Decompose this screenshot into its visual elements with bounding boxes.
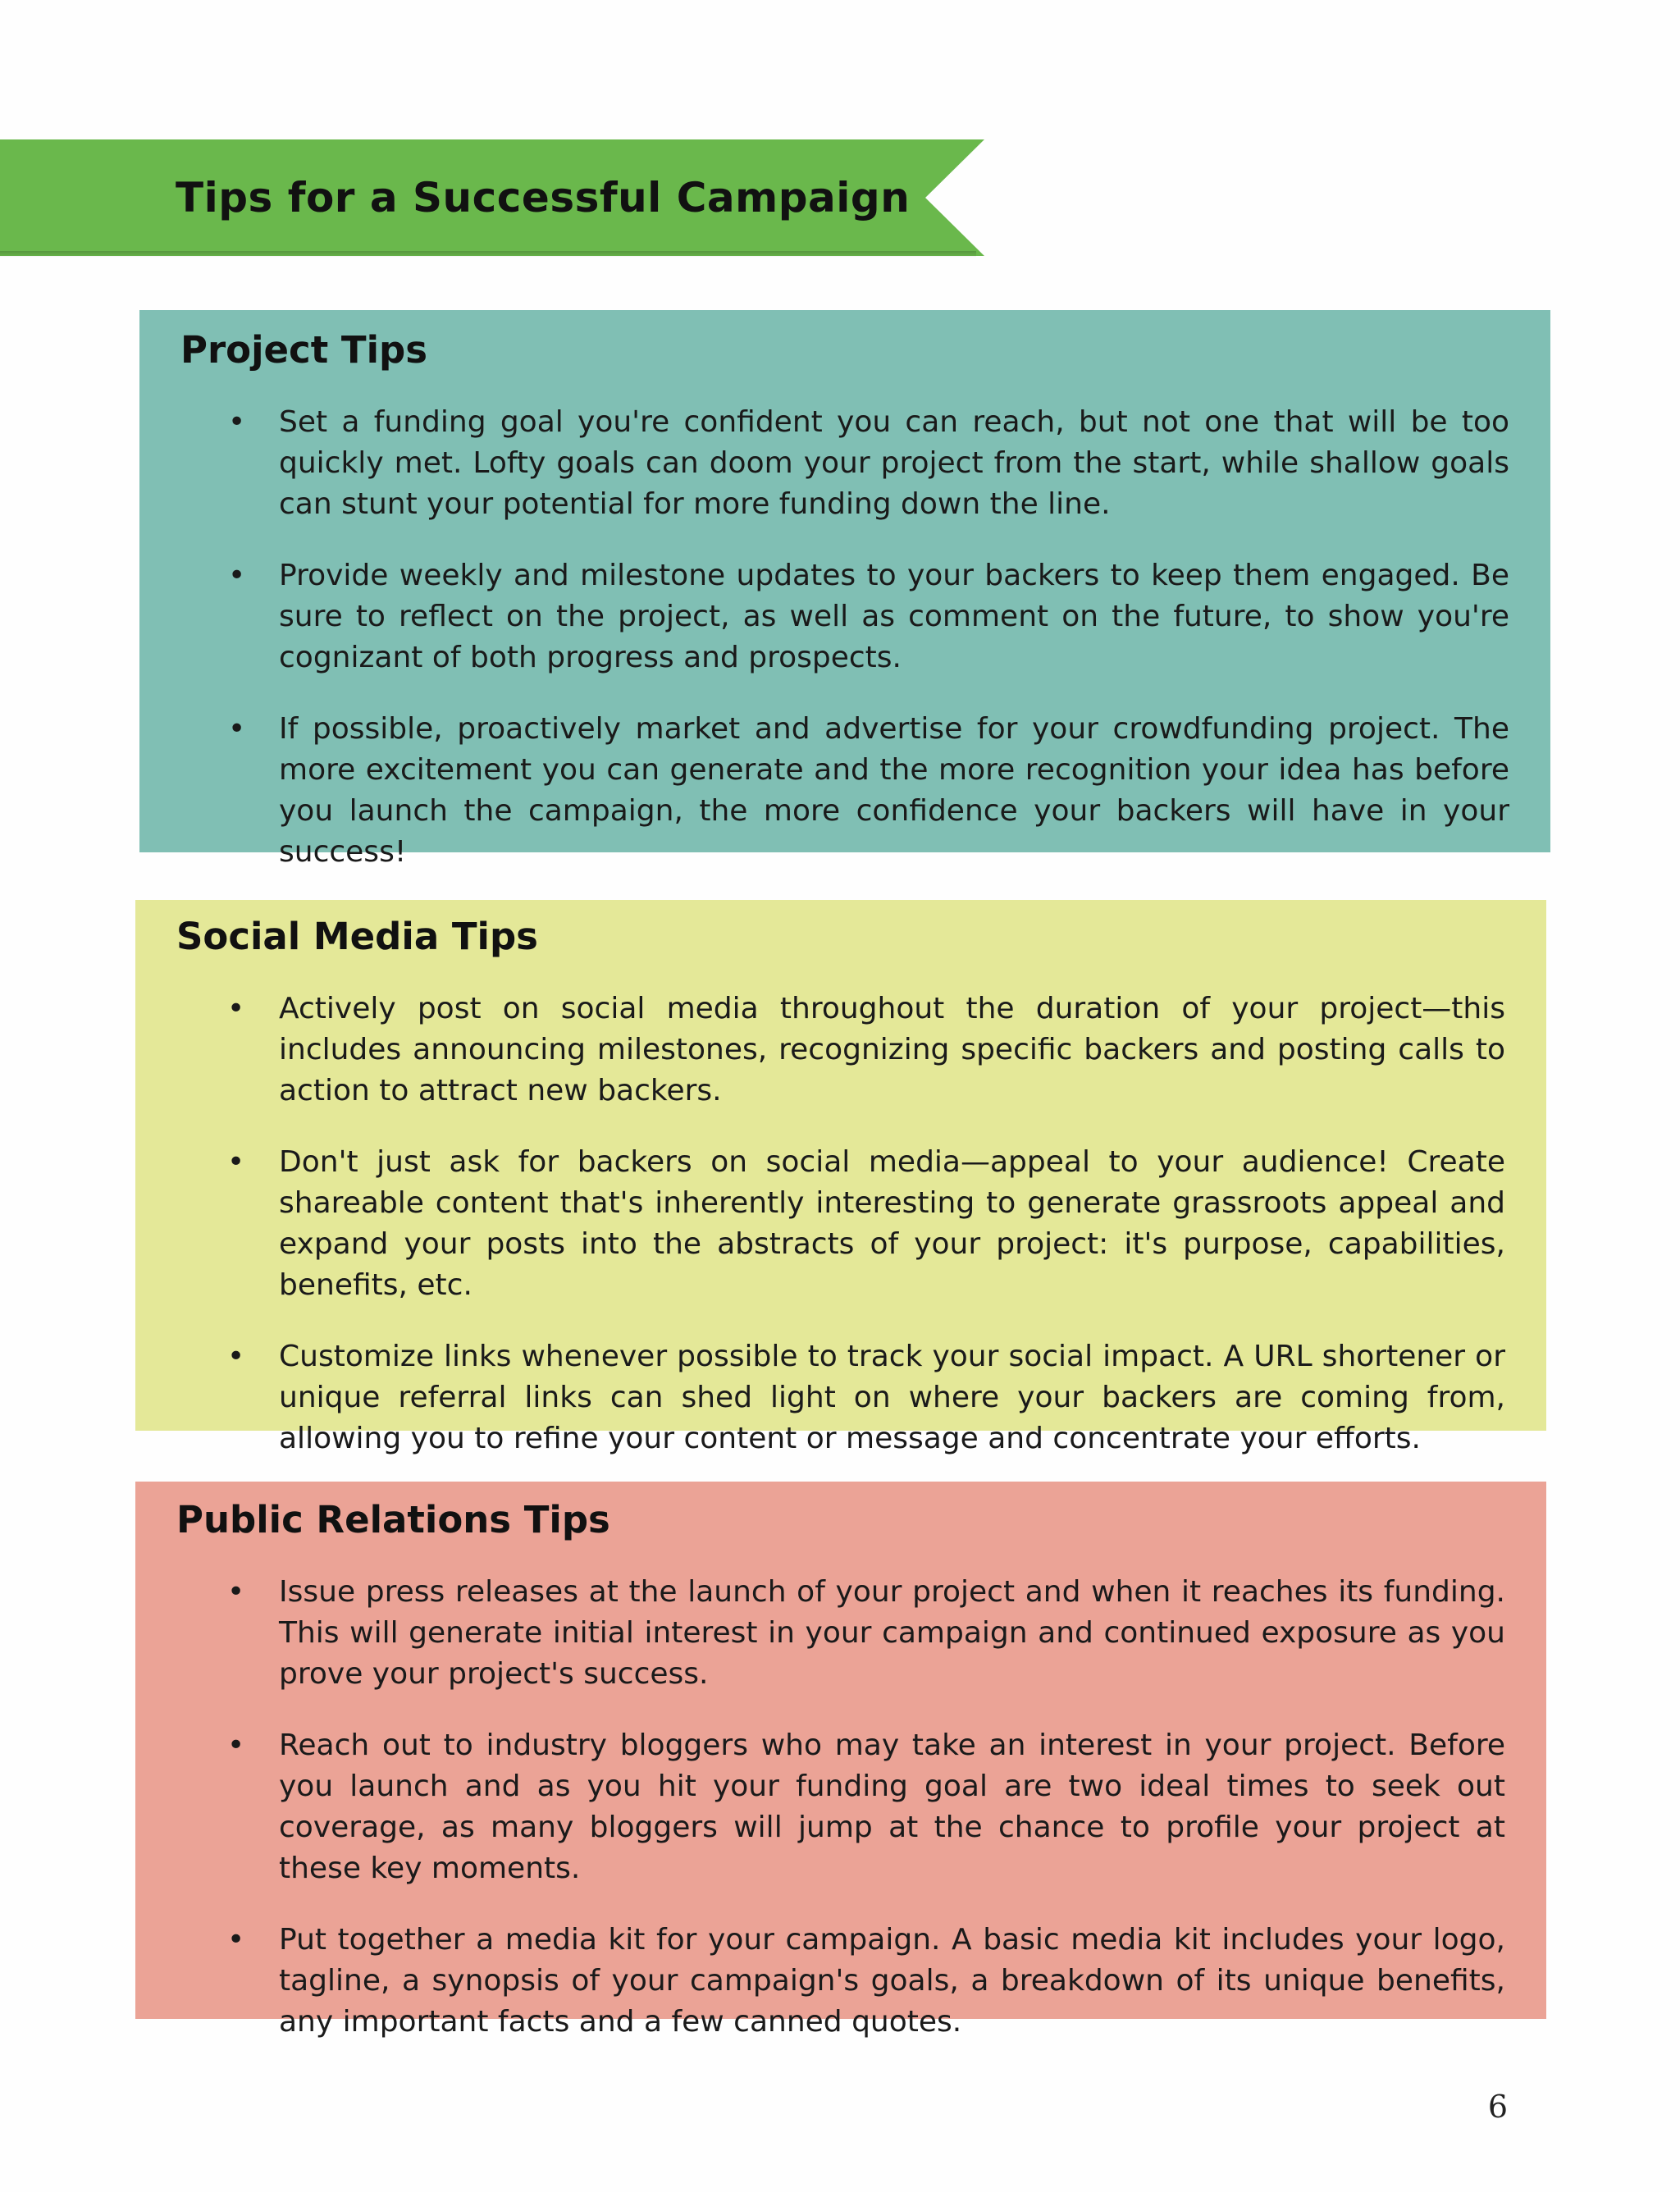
project-tips-list — [139, 402, 1550, 903]
tip-text: Provide weekly and milestone updates to your backers to keep them engaged. Be sure to reflect on the project, as well as comment on the future, to show you're cognizant of both progress and prospects. — [279, 559, 1509, 674]
list-item — [135, 989, 1546, 1112]
title-banner-shadow — [0, 251, 976, 258]
list-item — [135, 1336, 1546, 1459]
tip-text: Customize links whenever possible to track your social impact. A URL shortener or unique referral links can shed light on where your backers are coming from, allowing you to refine your content or message and concentrate your efforts. — [279, 1340, 1505, 1455]
public-relations-tips-box — [135, 1482, 1546, 2039]
list-item — [135, 1572, 1546, 1695]
bullet-icon: • — [228, 712, 246, 746]
list-item — [139, 402, 1550, 525]
list-item — [139, 555, 1550, 678]
project-tips-box — [139, 310, 1550, 869]
page-title: Tips for a Successful Campaign — [176, 174, 911, 221]
bullet-icon: • — [227, 1575, 245, 1609]
list-item — [139, 709, 1550, 873]
tip-text: If possible, proactively market and advertise for your crowdfunding project. The more excitement you can generate and the more recognition your idea has before you launch the campaign, the more confidence your backers will have in your success! — [279, 712, 1509, 869]
tip-text: Don't just ask for backers on social media—appeal to your audience! Create shareable content that's inherently interesting to generate grassroots appeal and expand your posts into the abstracts of your project: it's purpose, capabilities, benefits, etc. — [279, 1145, 1505, 1302]
public-relations-tips-list — [135, 1572, 1546, 2073]
bullet-icon: • — [227, 1340, 245, 1373]
bullet-icon: • — [228, 405, 246, 439]
public-relations-tips-heading: Public Relations Tips — [176, 1498, 610, 1541]
social-media-tips-box — [135, 900, 1546, 1455]
tip-text: Reach out to industry bloggers who may take an interest in your project. Before you launch and as you hit your funding goal are two ideal times to seek out coverage, as many bloggers will jump at the chance to profile your project at these key moments. — [279, 1728, 1505, 1885]
bullet-icon: • — [227, 992, 245, 1025]
social-media-tips-heading: Social Media Tips — [176, 915, 538, 958]
tip-text: Issue press releases at the launch of your project and when it reaches its funding. This will generate initial interest in your campaign and continued exposure as you prove your project's success. — [279, 1575, 1505, 1691]
page-number: 6 — [1487, 2089, 1508, 2125]
bullet-icon: • — [228, 559, 246, 592]
list-item — [135, 1725, 1546, 1889]
bullet-icon: • — [227, 1923, 245, 1957]
tip-text: Put together a media kit for your campaign. A basic media kit includes your logo, tagline, a synopsis of your campaign's goals, a breakdown of its unique benefits, any important facts and a few canned quotes. — [279, 1923, 1505, 2039]
list-item — [135, 1142, 1546, 1306]
social-media-tips-list — [135, 989, 1546, 1490]
list-item — [135, 1920, 1546, 2043]
tip-text: Set a funding goal you're confident you can reach, but not one that will be too quickly met. Lofty goals can doom your project from the start, while shallow goals can stunt your potential for more funding down the line. — [279, 405, 1509, 521]
project-tips-heading: Project Tips — [180, 328, 428, 372]
tip-text: Actively post on social media throughout the duration of your project—this includes announcing milestones, recognizing specific backers and posting calls to action to attract new backers. — [279, 992, 1505, 1107]
bullet-icon: • — [227, 1728, 245, 1762]
bullet-icon: • — [227, 1145, 245, 1179]
